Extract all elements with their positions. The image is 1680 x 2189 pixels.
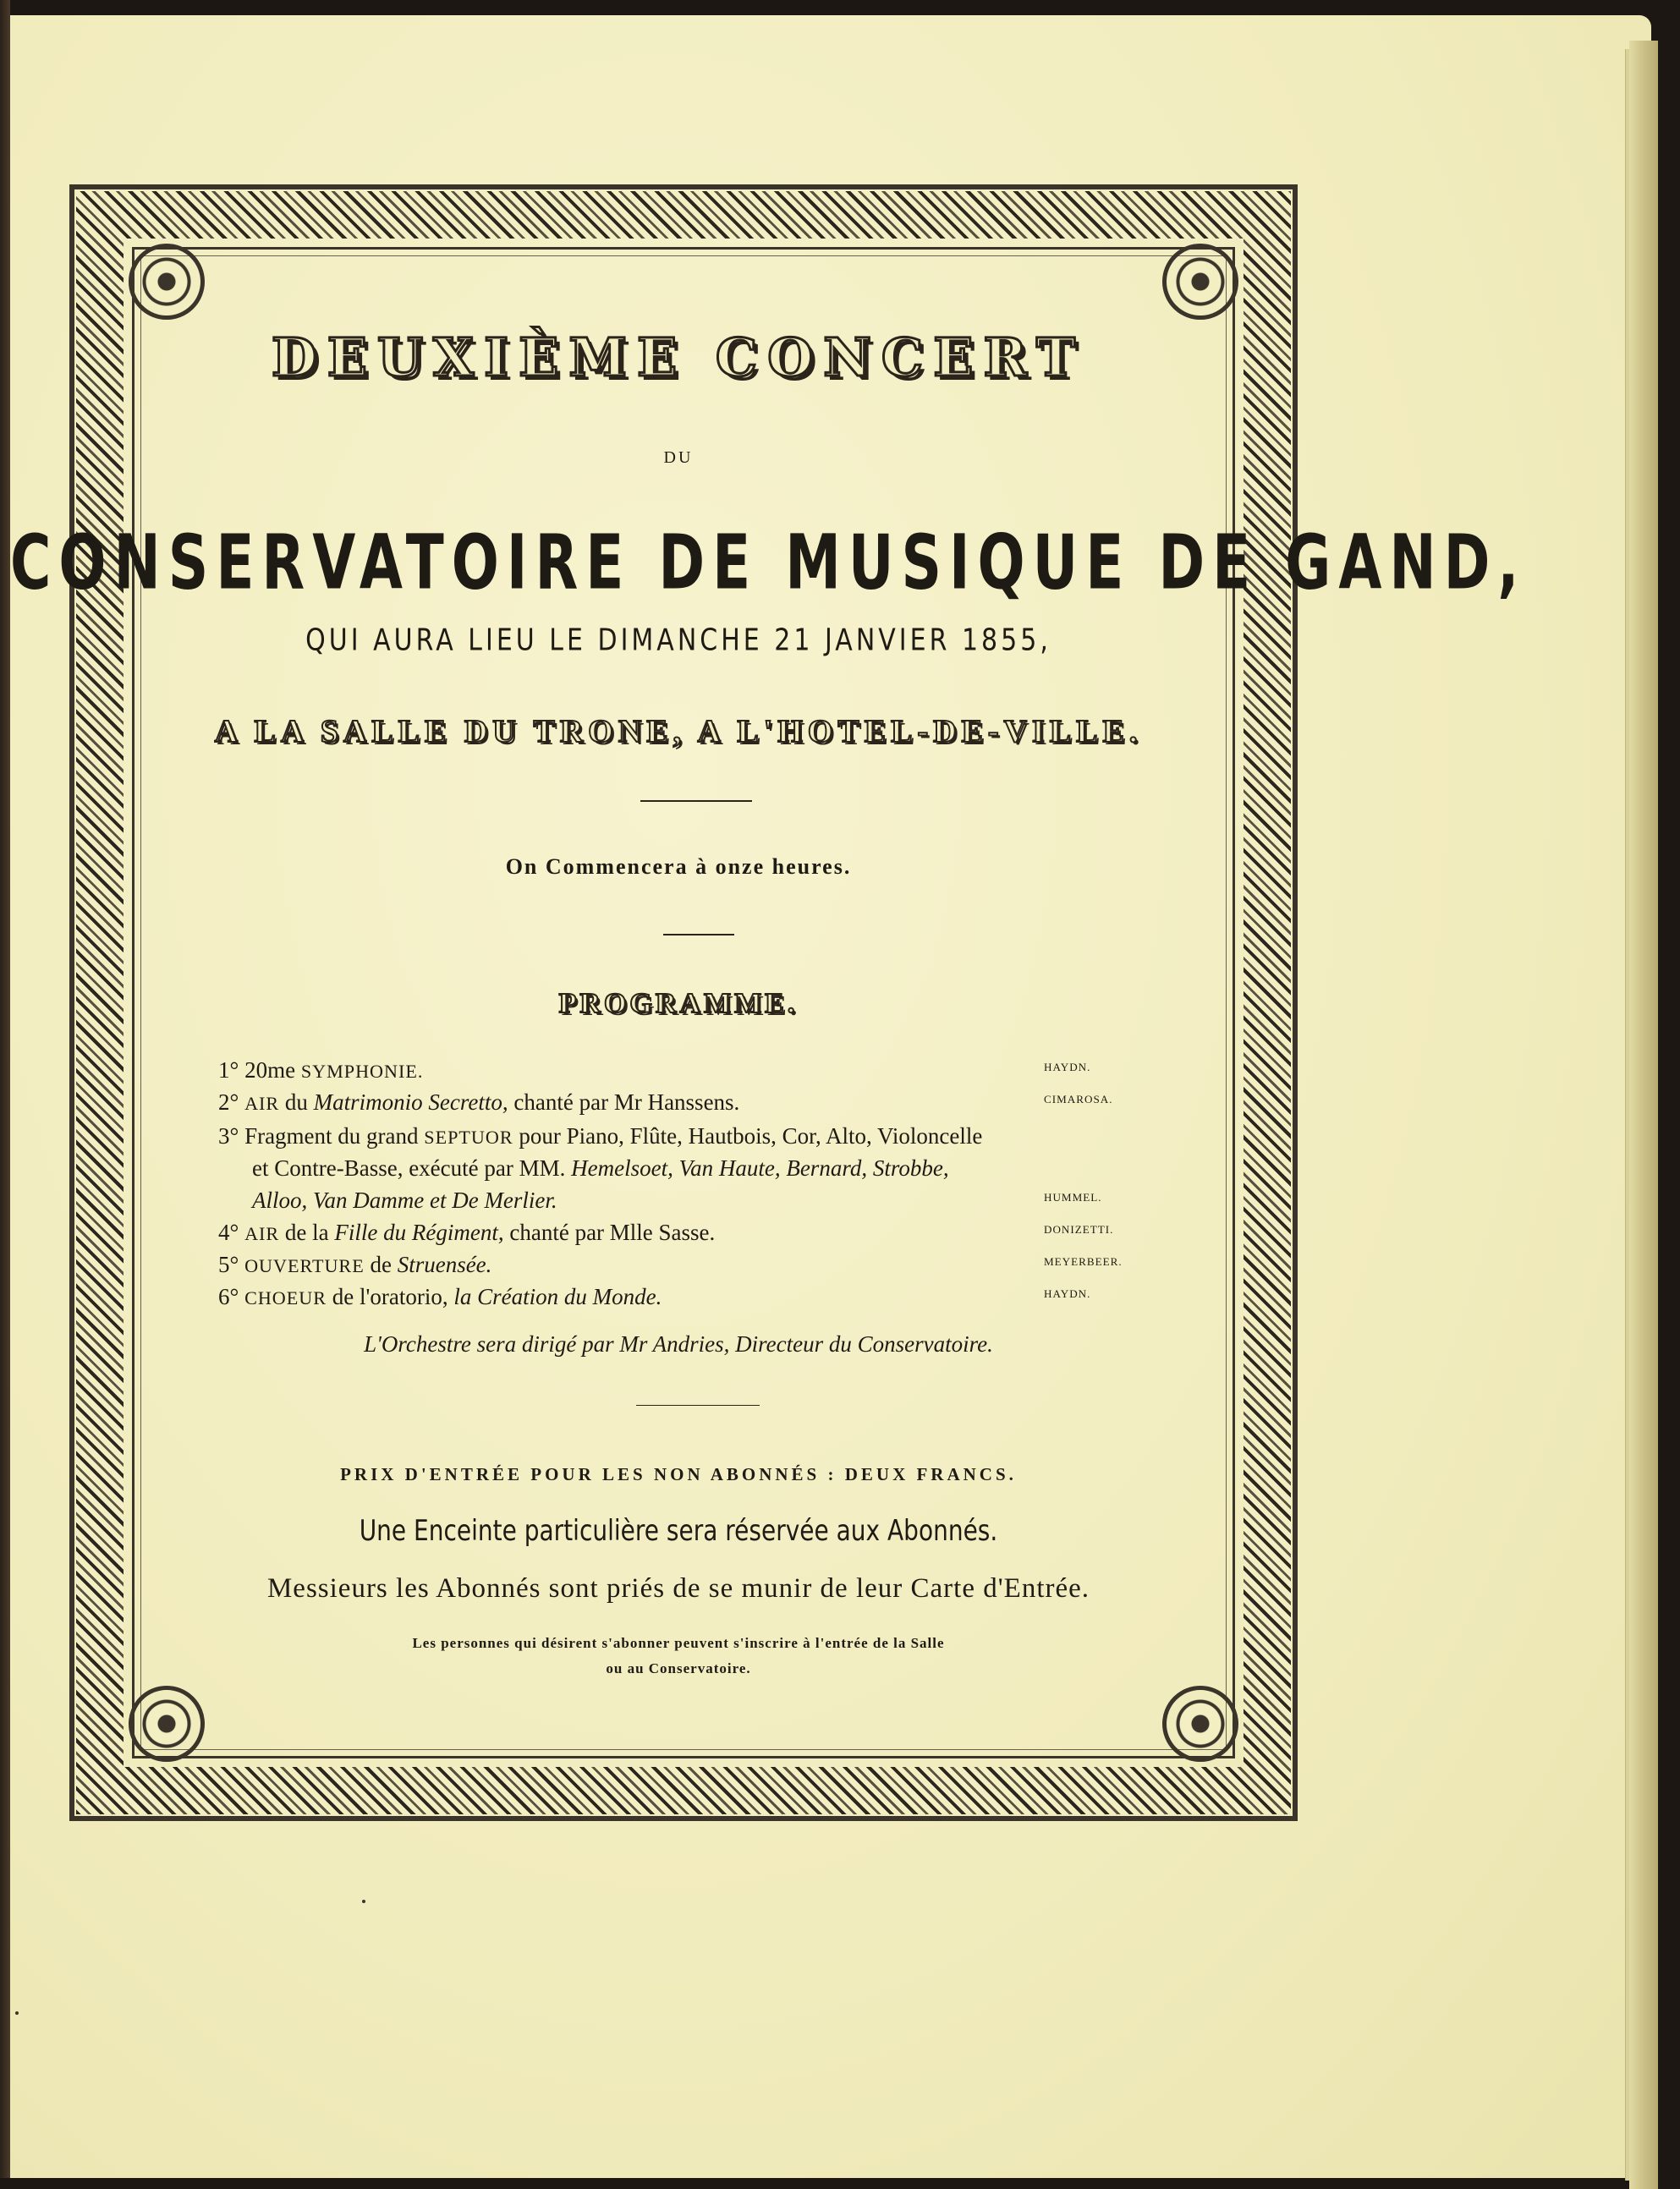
corner-ornament-bottom-right xyxy=(1162,1686,1238,1762)
item-number: 6° xyxy=(218,1284,245,1309)
item-text: de l'oratorio, xyxy=(327,1284,454,1309)
item-text: du xyxy=(279,1089,314,1115)
paper-speck xyxy=(15,2011,19,2015)
entry-card-note: Messieurs les Abonnés sont priés de se munir de leur Carte d'Entrée. xyxy=(266,1573,1090,1604)
title-connector: DU xyxy=(663,448,694,467)
programme-item xyxy=(218,1220,715,1246)
item-number: 2° xyxy=(218,1089,245,1115)
page-edge xyxy=(1629,41,1658,2189)
page-edge-line xyxy=(1625,49,1629,2181)
subscription-note-line-1: Les personnes qui désirent s'abonner peuvent s'inscrire à l'entrée de la Salle xyxy=(412,1635,945,1651)
programme-composer: DONIZETTI. xyxy=(1044,1223,1114,1236)
item-work: SYMPHONIE. xyxy=(300,1061,424,1082)
item-number: 5° xyxy=(218,1252,245,1277)
corner-ornament-top-left xyxy=(129,244,205,320)
item-number: 3° xyxy=(218,1123,245,1149)
item-italic: Matrimonio Secretto, xyxy=(313,1089,508,1115)
programme-item xyxy=(252,1188,557,1214)
divider-rule xyxy=(636,1405,760,1406)
concert-title: DEUXIÈME CONCERT xyxy=(271,326,1086,388)
conductor-note: L'Orchestre sera dirigé par Mr Andries, Directeur du Conservatoire. xyxy=(364,1331,993,1357)
item-italic: Struensée. xyxy=(397,1252,492,1277)
book-spine xyxy=(0,0,10,2178)
divider-rule xyxy=(663,934,734,935)
item-tail: chanté par Mlle Sasse. xyxy=(503,1220,716,1245)
item-text: pour Piano, Flûte, Hautbois, Cor, Alto, Violoncelle xyxy=(513,1123,983,1149)
divider-rule xyxy=(640,800,752,802)
date-line: QUI AURA LIEU LE DIMANCHE 21 JANVIER 1855, xyxy=(305,623,1051,658)
item-italic: la Création du Monde. xyxy=(453,1284,662,1309)
programme-item xyxy=(218,1284,662,1310)
programme-item xyxy=(218,1123,982,1149)
item-italic: Fille du Régiment, xyxy=(334,1220,504,1245)
subscription-note-line-2: ou au Conservatoire. xyxy=(606,1660,751,1676)
item-work: AIR xyxy=(244,1223,280,1244)
document-page xyxy=(10,15,1651,2178)
item-work: OUVERTURE xyxy=(244,1255,365,1276)
programme-composer: CIMAROSA. xyxy=(1044,1093,1113,1105)
programme-heading: PROGRAMME. xyxy=(558,988,799,1019)
programme-item xyxy=(252,1155,949,1182)
admission-price: PRIX D'ENTRÉE POUR LES NON ABONNÉS : DEUX FRANCS. xyxy=(340,1464,1017,1484)
institution-name: CONSERVATOIRE DE MUSIQUE DE GAND, xyxy=(10,518,1527,606)
item-prefix: Fragment du grand xyxy=(244,1123,425,1149)
item-tail: chanté par Mr Hanssens. xyxy=(508,1089,740,1115)
start-time: On Commencera à onze heures. xyxy=(505,854,852,879)
item-prefix: 20me xyxy=(244,1057,301,1083)
reserved-enclosure-note: Une Enceinte particulière sera réservée aux Abonnés. xyxy=(359,1514,998,1548)
corner-ornament-top-right xyxy=(1162,244,1238,320)
venue-line: A LA SALLE DU TRONE, A L'HOTEL-DE-VILLE. xyxy=(214,714,1143,749)
item-number: 1° xyxy=(218,1057,245,1083)
programme-item xyxy=(218,1252,491,1278)
item-text: de xyxy=(364,1252,398,1277)
paper-speck xyxy=(362,1900,365,1903)
programme-composer: MEYERBEER. xyxy=(1044,1255,1123,1268)
item-work: AIR xyxy=(244,1093,280,1114)
programme-composer: HAYDN. xyxy=(1044,1061,1091,1073)
item-prefix: et Contre-Basse, exécuté par MM. xyxy=(252,1155,572,1181)
corner-ornament-bottom-left xyxy=(129,1686,205,1762)
item-italic: Alloo, Van Damme et De Merlier. xyxy=(252,1188,557,1213)
item-text: de la xyxy=(279,1220,335,1245)
programme-composer: HAYDN. xyxy=(1044,1287,1091,1300)
item-work: CHOEUR xyxy=(244,1287,327,1308)
item-work: SEPTUOR xyxy=(424,1127,513,1148)
programme-item xyxy=(218,1089,739,1116)
programme-composer: HUMMEL. xyxy=(1044,1191,1102,1204)
item-italic: Hemelsoet, Van Haute, Bernard, Strobbe, xyxy=(571,1155,949,1181)
programme-item xyxy=(218,1057,423,1084)
item-number: 4° xyxy=(218,1220,245,1245)
